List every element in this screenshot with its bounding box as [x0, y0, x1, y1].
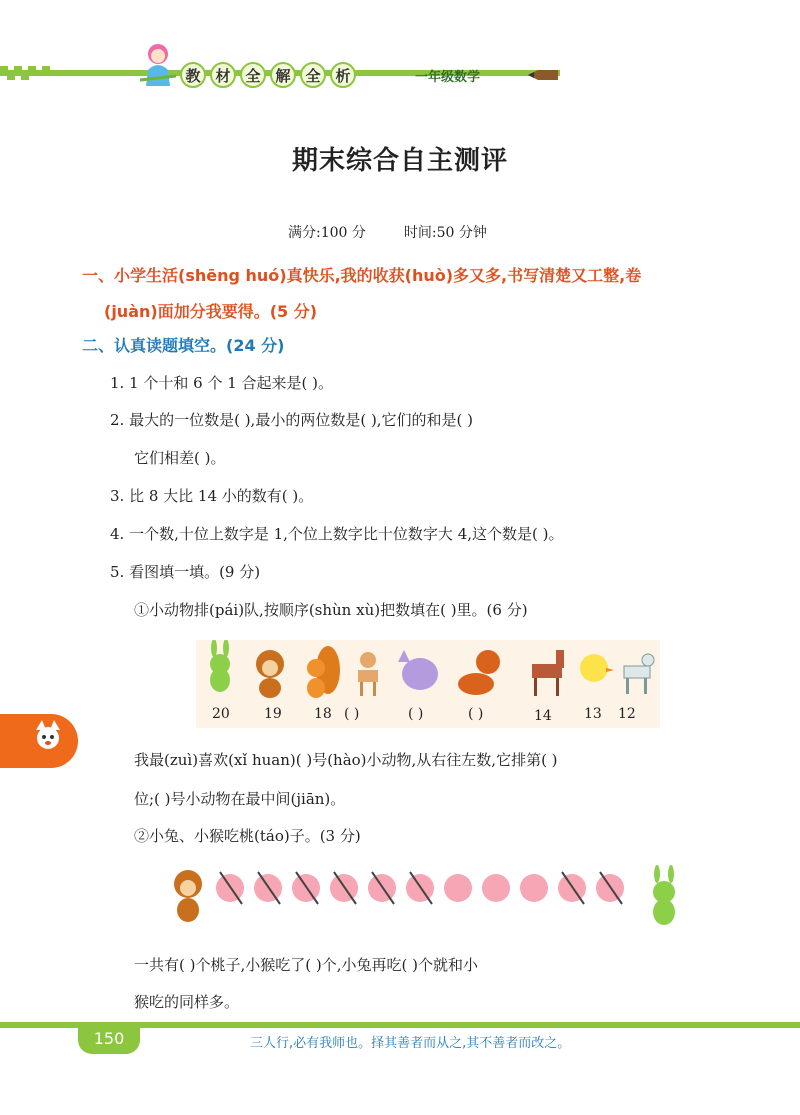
cat-icon [398, 650, 438, 690]
section-1-line-1: 一、小学生活(shēng huó)真快乐,我的收获(huò)多又多,书写清楚又工整,卷 [82, 266, 642, 285]
section-1 [82, 258, 742, 330]
animal-number: 12 [618, 706, 636, 722]
animal-blank: ( ) [468, 706, 484, 722]
deer-icon [358, 652, 378, 696]
page-title: 期末综合自主测评 [291, 146, 508, 176]
dog-icon [458, 650, 500, 695]
animal-number: 18 [314, 706, 332, 722]
brand-char: 全 [240, 62, 266, 88]
question-5-2-line-b: 猴吃的同样多。 [134, 993, 240, 1011]
question-5-1: ①小动物排(pái)队,按顺序(shùn xù)把数填在( )里。(6 分) [134, 601, 528, 619]
animal-number: 13 [584, 706, 602, 722]
question-1: 1. 1 个十和 6 个 1 合起来是( )。 [110, 374, 334, 392]
animal-blank: ( ) [408, 706, 424, 722]
animal-row [198, 640, 660, 702]
question-5-2: ②小兔、小猴吃桃(táo)子。(3 分) [134, 827, 361, 845]
question-3: 3. 比 8 大比 14 小的数有( )。 [110, 487, 314, 505]
animal-number: 14 [534, 708, 552, 724]
question-5-1-line-a: 我最(zuì)喜欢(xǐ huan)( )号(hào)小动物,从右往左数,它排第( ) [134, 751, 558, 769]
rabbit-icon [653, 865, 675, 925]
full-score: 满分:100 分 [288, 225, 366, 241]
question-2-line-2: 它们相差( )。 [134, 449, 226, 467]
brand-char: 教 [180, 62, 206, 88]
time-limit: 时间:50 分钟 [403, 225, 487, 241]
monkey-icon [256, 650, 284, 698]
page-number: 150 [78, 1026, 140, 1054]
pencil-icon [528, 68, 560, 82]
exam-meta [288, 222, 487, 242]
question-5: 5. 看图填一填。(9 分) [110, 563, 261, 581]
fox-mascot-icon [34, 720, 62, 754]
monkey-icon [174, 870, 202, 922]
animal-number: 19 [264, 706, 282, 722]
brand-char: 析 [330, 62, 356, 88]
question-2-line-1: 2. 最大的一位数是( ),最小的两位数是( ),它们的和是( ) [110, 411, 474, 429]
footer-motto: 三人行,必有我师也。择其善者而从之,其不善者而改之。 [250, 1036, 571, 1051]
animal-number: 20 [212, 706, 230, 722]
animal-blank: ( ) [344, 706, 360, 722]
goat-icon [624, 654, 654, 694]
question-5-2-line-a: 一共有( )个桃子,小猴吃了( )个,小兔再吃( )个就和小 [134, 956, 478, 974]
section-2-title: 二、认真读题填空。(24 分) [82, 336, 285, 355]
subject-label: 一年级数学 [415, 70, 481, 85]
fairy-mascot-icon [136, 40, 180, 92]
squirrel-icon [307, 646, 340, 698]
brand-char: 材 [210, 62, 236, 88]
brand-char: 解 [270, 62, 296, 88]
brand-title [180, 62, 356, 88]
rabbit-icon [210, 640, 230, 692]
peach-row [164, 864, 694, 930]
chick-icon [580, 654, 614, 682]
brand-char: 全 [300, 62, 326, 88]
horse-icon [532, 650, 564, 696]
question-5-1-line-b: 位;( )号小动物在最中间(jiān)。 [134, 790, 346, 808]
section-1-line-2: (juàn)面加分我要得。(5 分) [104, 302, 318, 321]
question-4: 4. 一个数,十位上数字是 1,个位上数字比十位数字大 4,这个数是( )。 [110, 525, 564, 543]
